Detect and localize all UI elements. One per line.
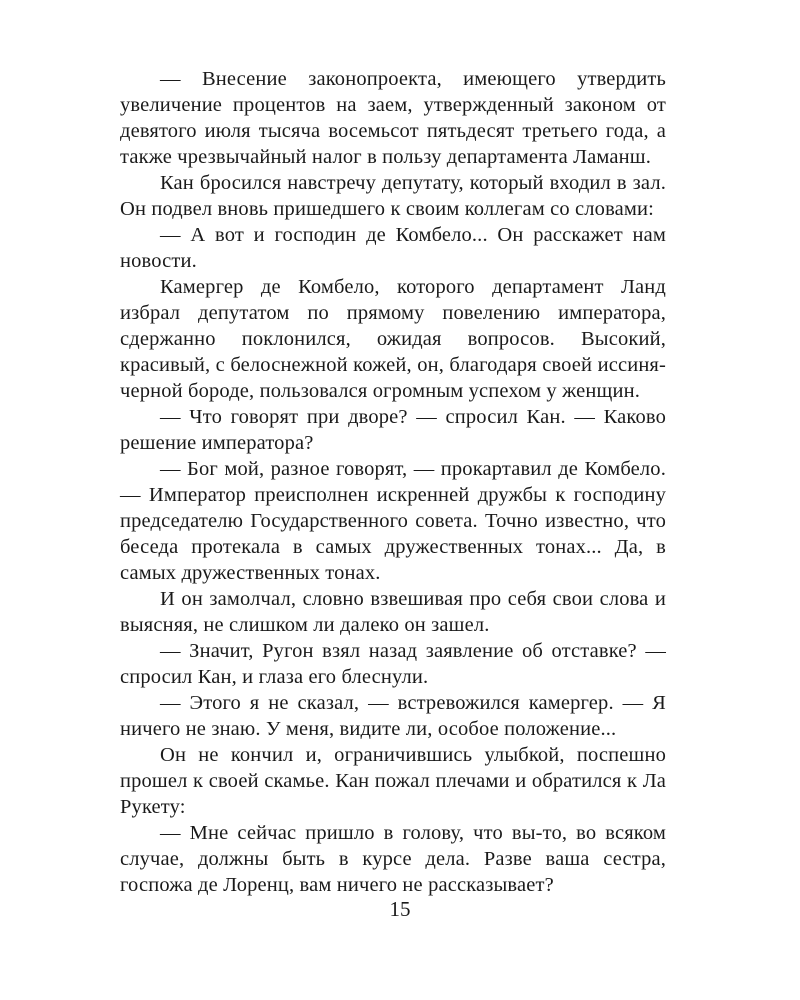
- page-number: 15: [389, 897, 411, 921]
- paragraph-4: Камергер де Комбело, которого департамент Ланд избрал депутатом по прямому повелению императора, сдержанно поклонился, ожидая вопросов. Высокий, красивый, с белоснежной кожей, он, благодаря своей иссиня-черной бороде, пользовался огромным успехом у женщин.: [120, 276, 666, 402]
- paragraph-8: — Значит, Ругон взял назад заявление об отставке? — спросил Кан, и глаза его блеснули.: [120, 640, 666, 688]
- paragraph-10: Он не кончил и, ограничившись улыбкой, поспешно прошел к своей скамье. Кан пожал плечами и обратился к Ла Рукету:: [120, 744, 666, 818]
- paragraph-9: — Этого я не сказал, — встревожился камергер. — Я ничего не знаю. У меня, видите ли, особое положение...: [120, 692, 666, 740]
- paragraph-11: — Мне сейчас пришло в голову, что вы-то, во всяком случае, должны быть в курсе дела. Разве ваша сестра, госпожа де Лоренц, вам ничего не рассказывает?: [120, 822, 666, 896]
- body-text: [120, 66, 666, 898]
- paragraph-3: — А вот и господин де Комбело... Он расскажет нам новости.: [120, 224, 666, 272]
- paragraph-5: — Что говорят при дворе? — спросил Кан. — Каково решение императора?: [120, 406, 666, 454]
- paragraph-2: Кан бросился навстречу депутату, который входил в зал. Он подвел вновь пришедшего к своим коллегам со словами:: [120, 172, 666, 220]
- paragraph-1: — Внесение законопроекта, имеющего утвердить увеличение процентов на заем, утвержденный законом от девятого июля тысяча восемьсот пятьдесят третьего года, а также чрезвычайный налог в пользу департамента Ламанш.: [120, 68, 666, 168]
- paragraph-6: — Бог мой, разное говорят, — прокартавил де Комбело. — Император преисполнен искренней дружбы к господину председателю Государственного совета. Точно известно, что беседа протекала в самых дружественных тонах... Да, в самых дружественных тонах.: [120, 458, 666, 584]
- paragraph-7: И он замолчал, словно взвешивая про себя свои слова и выясняя, не слишком ли далеко он зашел.: [120, 588, 666, 636]
